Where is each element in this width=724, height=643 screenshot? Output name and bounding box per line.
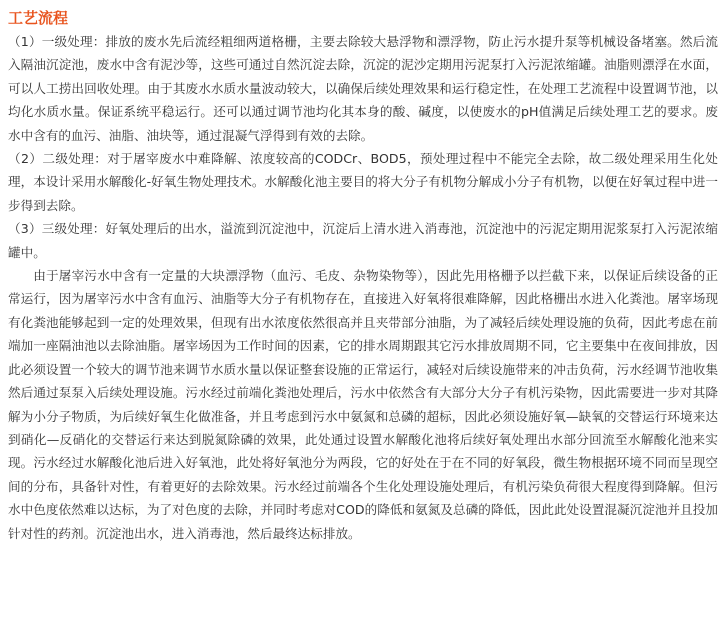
paragraph-process-description: 由于屠宰污水中含有一定量的大块漂浮物（血污、毛皮、杂物染物等），因此先用格栅予以拦截下来，以保证后续设备的正常运行，因为屠宰污水中含有血污、油脂等大分子有机物存在，直接进入好氧将很难降解，因此格栅出水进入化粪池。屠宰场现有化粪池能够起到一定的处理效果，但现有出水浓度依然很高并且夹带部分油脂，为了减轻后续处理设施的负荷，因此考虑在前端加一座隔油池以去除油脂。屠宰场因为工作时间的因素，它的排水周期跟其它污水排放周期不同，它主要集中在夜间排放，因此必须设置一个较大的调节池来调节水质水量以保证整套设施的正常运行，减轻对后续设施带来的冲击负荷，污水经调节池收集然后通过泵泵入后续处理设施。污水经过前端化粪池处理后，污水中依然含有大部分大分子有机污染物，因此需要进一步对其降解为小分子物质，为后续好氧生化做准备，并且考虑到污水中氨氮和总磷的超标，因此必须设施好氧—缺氧的交替运行环境来达到硝化—反硝化的交替运行来达到脱氮除磷的效果，此处通过设置水解酸化池将后续好氧处理出水部分回流至水解酸化池来实现。污水经过水解酸化池后进入好氧池，此处将好氧池分为两段，它的好处在于在不同的好氧段，微生物根据环境不同而呈现空间的分布，具备针对性，有着更好的去除效果。污水经过前端各个生化处理设施处理后，有机污染负荷很大程度得到降解。但污水中色度依然难以达标，为了对色度的去除，并同时考虑对COD的降低和氨氮及总磷的降低，因此此处设置混凝沉淀池并且投加针对性的药剂。沉淀池出水，进入消毒池，然后最终达标排放。 <box>8 268 718 541</box>
paragraph-primary-treatment: （1）一级处理：排放的废水先后流经粗细两道格栅，主要去除较大悬浮物和漂浮物，防止污水提升泵等机械设备堵塞。然后流入隔油沉淀池，废水中含有泥沙等，这些可通过自然沉淀去除，沉淀的泥沙定期用污泥泵打入污泥浓缩罐。油脂则漂浮在水面，可以人工捞出回收处理。由于其废水水质水量波动较大，以确保后续处理效果和运行稳定性，在处理工艺流程中设置调节池，以均化水质水量。保证系统平稳运行。还可以通过调节池均化其本身的酸、碱度，以使废水的pH值满足后续处理工艺的要求。废水中含有的血污、油脂、油块等，通过混凝气浮得到有效的去除。 <box>8 34 718 143</box>
paragraph-secondary-treatment: （2）二级处理：对于屠宰废水中难降解、浓度较高的CODCr、BOD5，预处理过程中不能完全去除，故二级处理采用生化处理，本设计采用水解酸化-好氧生物处理技术。水解酸化池主要目的将大分子有机物分解成小分子有机物，以便在好氧过程中进一步得到去除。 <box>8 151 718 213</box>
section-title: 工艺流程 <box>8 9 69 27</box>
paragraph-tertiary-treatment: （3）三级处理：好氧处理后的出水，溢流到沉淀池中，沉淀后上清水进入消毒池，沉淀池中的污泥定期用泥浆泵打入污泥浓缩罐中。 <box>8 221 718 260</box>
